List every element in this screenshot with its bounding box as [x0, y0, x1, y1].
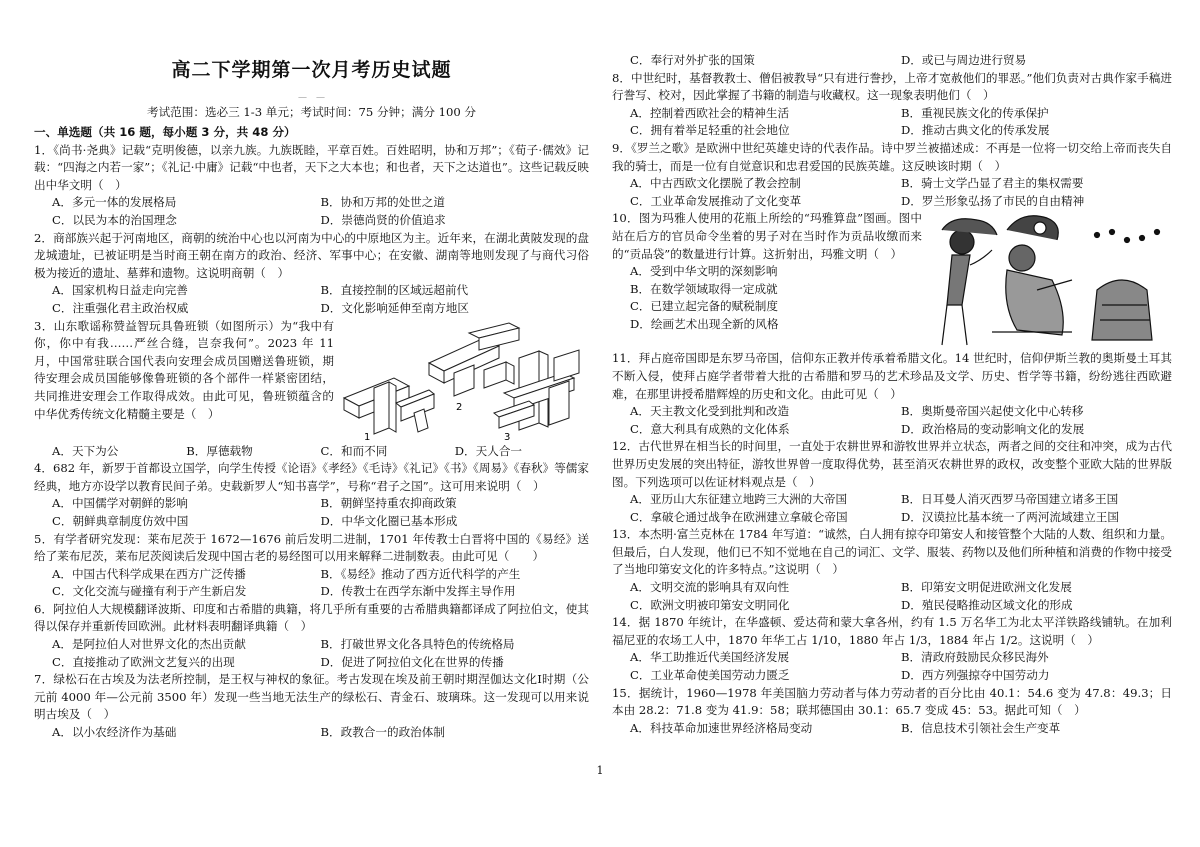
question-15-options: [612, 720, 1172, 738]
option-d[interactable]: D．天人合一: [454, 443, 523, 458]
option-d[interactable]: D．传教士在西学东渐中发挥主导作用: [320, 584, 516, 599]
option-a[interactable]: A．中国儒学对朝鲜的影响: [52, 496, 188, 511]
page-number: 1: [596, 764, 604, 777]
title-decoration: — —: [297, 93, 325, 103]
question-9-stem: 9．《罗兰之歌》是欧洲中世纪英雄史诗的代表作品。诗中罗兰被描述成：不再是一位将一切交给上帝而丧失自我的骑士，而是一位有自觉意识和忠君爱国的民族英雄。这反映该时期（ ）: [612, 140, 1172, 173]
option-b[interactable]: B．日耳曼人消灭西罗马帝国建立诸多王国: [901, 492, 1119, 507]
option-c[interactable]: C．以民为本的治国理念: [52, 212, 177, 227]
question-15-stem: 15．据统计，1960—1978 年美国脑力劳动者与体力劳动者的百分比由 40.1：54.6 变为 47.8：49.3；日本由 28.2：71.8 变为 41.9：58；联邦德国由 30.1：65.7 变成 45：53。据此可知（ ）: [612, 685, 1172, 718]
question-1-stem: 1．《尚书·尧典》记载“克明俊德，以亲九族。九族既睦，平章百姓。百姓昭明，协和万邦”；《荀子·儒效》记载：“四海之内若一家”；《礼记·中庸》记载“中也者，天下之大本也；和也者，天下之达道也”。这些记载反映出中华文明（ ）: [34, 142, 589, 192]
question-11-stem: 11．拜占庭帝国即是东罗马帝国，信仰东正教并传承着希腊文化。14 世纪时，信仰伊斯兰教的奥斯曼土耳其不断入侵，使拜占庭学者带着大批的古希腊和罗马的艺术珍品及文学、历史、哲学等书籍，纷纷逃往西欧避难，在那里讲授希腊辉煌的历史和文化。由此可见（ ）: [612, 351, 1172, 401]
question-10-stem: 10．图为玛雅人使用的花瓶上所绘的“玛雅算盘”图画。图中站在后方的官员命令坐着的男子对在当时作为贡品收缴而来的“贡品袋”的数量进行计算。这折射出，玛雅文明（ ）: [612, 211, 922, 261]
question-11-options: [612, 403, 1172, 438]
exam-title: 高二下学期第一次月考历史试题: [171, 59, 452, 81]
question-3-options: [34, 443, 589, 461]
question-1-options: [34, 194, 589, 229]
option-b[interactable]: B．厚德载物: [186, 443, 253, 458]
option-d[interactable]: D．推动古典文化的传承发展: [901, 123, 1050, 138]
section-heading: 一、单选题（共 16 题，每小题 3 分，共 48 分）: [34, 125, 296, 139]
option-a[interactable]: A．天主教文化受到批判和改造: [630, 404, 790, 419]
option-a[interactable]: A．控制着西欧社会的精神生活: [630, 105, 790, 120]
option-c[interactable]: C．注重强化君主政治权威: [52, 300, 189, 315]
option-d[interactable]: D．促进了阿拉伯文化在世界的传播: [320, 654, 504, 669]
option-c[interactable]: C．欧洲文明被印第安文明同化: [630, 597, 790, 612]
question-5-stem: 5．有学者研究发现：莱布尼茨于 1672—1676 前后发明二进制，1701 年传教士白晋将中国的《易经》送给了莱布尼茨，莱布尼茨阅读后发现中国古老的易经图可以用来解释二进制数表。由此可见（ ）: [34, 531, 589, 564]
option-c[interactable]: C．奉行对外扩张的国策: [630, 53, 755, 67]
question-8-options: [612, 105, 1172, 140]
option-b[interactable]: B．朝鲜坚持重农抑商政策: [320, 496, 457, 511]
question-14-options: [612, 649, 1172, 684]
option-c[interactable]: C．工业革命使美国劳动力匮乏: [630, 668, 790, 683]
question-12-stem: 12．古代世界在相当长的时间里，一直处于农耕世界和游牧世界并立状态，两者之间的交往和冲突，成为古代世界历史发展的突出特征，游牧世界曾一度取得优势，甚至消灭农耕世界的政权，改变整个亚欧大陆的世界版图。下列选项可以佐证材料观点是（ ）: [612, 439, 1172, 489]
question-7-options-cd: [612, 52, 1172, 70]
luban-lock-figure: [334, 318, 589, 443]
question-3-block: [34, 318, 589, 443]
option-d[interactable]: D．崇德尚贤的价值追求: [320, 212, 446, 227]
question-4-options: [34, 495, 589, 530]
option-d[interactable]: D．罗兰形象弘扬了市民的自由精神: [901, 193, 1085, 208]
option-c[interactable]: C．拿破仑通过战争在欧洲建立拿破仑帝国: [630, 509, 848, 524]
option-b[interactable]: B．协和万邦的处世之道: [320, 195, 445, 210]
option-d[interactable]: D．汉谟拉比基本统一了两河流域建立王国: [901, 509, 1119, 524]
option-d[interactable]: D．西方列强掠夺中国劳动力: [901, 668, 1050, 683]
option-a[interactable]: A．华工助推近代美国经济发展: [630, 650, 790, 665]
question-4-stem: 4．682 年，新罗于首都设立国学，向学生传授《论语》《孝经》《毛诗》《礼记》《书》《周易》《春秋》等儒家经典，地方亦设学以教育民间子弟。史载新罗人“知书喜学”，号称“君子之国”。这可用来说明（ ）: [34, 461, 589, 493]
question-10-block: [612, 210, 1172, 350]
question-7-options-ab: [34, 724, 589, 742]
option-b[interactable]: B．印第安文明促进欧洲文化发展: [901, 580, 1072, 595]
option-c[interactable]: C．文化交流与碰撞有利于产生新启发: [52, 584, 247, 599]
option-b[interactable]: B．清政府鼓励民众移民海外: [901, 650, 1049, 665]
question-7-stem: 7．绿松石在古埃及为法老所控制，是王权与神权的象征。考古发现在埃及前王朝时期涅伽达文化Ⅰ时期（公元前 4000 年—公元前 3500 年）发现一些当地无法生产的绿松石、青金石、玻璃珠。这一发现可以用来说明古埃及（ ）: [34, 672, 589, 722]
option-b[interactable]: B．《易经》推动了西方近代科学的产生: [320, 566, 521, 581]
option-a[interactable]: A．以小农经济作为基础: [52, 725, 177, 740]
option-d[interactable]: D．政治格局的变动影响文化的发展: [901, 421, 1085, 436]
question-6-options: [34, 636, 589, 671]
option-a[interactable]: A．中古西欧文化摆脱了教会控制: [630, 176, 801, 191]
figure-label-2: 2: [456, 401, 463, 413]
figure-label-1: 1: [364, 431, 371, 443]
question-6-stem: 6．阿拉伯人大规模翻译波斯、印度和古希腊的典籍，将几乎所有重要的古希腊典籍都译成了阿拉伯文，使其得以保存并重新传回欧洲。此材料表明翻译典籍（ ）: [34, 601, 589, 634]
option-d[interactable]: D．殖民侵略推动区域文化的形成: [901, 597, 1073, 612]
right-column: [612, 52, 1172, 737]
option-d[interactable]: D．或已与周边进行贸易: [901, 53, 1027, 67]
question-2-options: [34, 282, 589, 317]
question-3-stem: 3．山东歌谣称赞益智玩具鲁班锁（如图所示）为“我中有你，你中有我……严丝合缝，岂奈我何”。2023 年 11 月，中国常驻联合国代表向安理会成员国赠送鲁班锁，期待安理会成员国能够像鲁班锁的各个部件一样紧密团结，共同推进安理会工作取得成效。由此可见，鲁班锁蕴含的中华优秀传统文化精髓主要是（ ）: [34, 318, 334, 421]
option-b[interactable]: B．在数学领域取得一定成就: [630, 281, 778, 296]
question-14-stem: 14．据 1870 年统计，在华盛顿、爱达荷和蒙大拿各州，约有 1.5 万名华工为北太平洋铁路线铺轨。在加利福尼亚的农场工人中，1870 年华工占 1/10，1880 年占 1/3，1884 年占 1/2。这说明（ ）: [612, 615, 1172, 647]
option-a[interactable]: A．是阿拉伯人对世界文化的杰出贡献: [52, 637, 246, 652]
question-2-stem: 2．商部族兴起于河南地区，商朝的统治中心也以河南为中心的中原地区为主。近年来，在湖北黄陂发现的盘龙城遗址，已被证明是当时商王朝在南方的政治、经济、军事中心；在安徽、湖南等地则发现了与商代习俗极为接近的遗址、墓葬和遗物。这说明商朝（ ）: [34, 230, 589, 280]
option-a[interactable]: A．受到中华文明的深刻影响: [630, 264, 778, 279]
question-12-options: [612, 491, 1172, 526]
option-c[interactable]: C．朝鲜典章制度仿效中国: [52, 513, 189, 528]
option-c[interactable]: C．拥有着举足轻重的社会地位: [630, 123, 790, 138]
option-d[interactable]: D．文化影响延伸至南方地区: [320, 300, 469, 315]
option-c[interactable]: C．已建立起完备的赋税制度: [630, 299, 778, 314]
exam-info: 考试范围：选必三 1-3 单元；考试时间：75 分钟；满分 100 分: [146, 105, 477, 119]
option-d[interactable]: D．绘画艺术出现全新的风格: [630, 316, 779, 331]
option-c[interactable]: C．意大利具有成熟的文化体系: [630, 421, 790, 436]
option-a[interactable]: A．国家机构日益走向完善: [52, 283, 188, 298]
option-a[interactable]: A．亚历山大东征建立地跨三大洲的大帝国: [630, 492, 848, 507]
figure-label-3: 3: [504, 431, 511, 443]
left-column: [34, 0, 589, 742]
option-b[interactable]: B．骑士文学凸显了君主的集权需要: [901, 176, 1084, 191]
option-c[interactable]: C．直接推动了欧洲文艺复兴的出现: [52, 654, 235, 669]
option-a[interactable]: A．中国古代科学成果在西方广泛传播: [52, 566, 246, 581]
option-b[interactable]: B．打破世界文化各具特色的传统格局: [320, 637, 515, 652]
option-a[interactable]: A．文明交流的影响具有双向性: [630, 580, 790, 595]
option-d[interactable]: D．中华文化圈已基本形成: [320, 513, 458, 528]
option-c[interactable]: C．工业革命发展推动了文化变革: [630, 193, 802, 208]
option-a[interactable]: A．天下为公: [52, 443, 119, 458]
question-13-stem: 13．本杰明·富兰克林在 1784 年写道：“诚然，白人拥有掠夺印第安人和接管整个大陆的人数、组织和力量。但最后，白人发现，他们已不知不觉地在自己的词汇、文学、服装、药物以及他们所种植和消费的作物中接受了当地印第安文化的许多特点。”这说明（ ）: [612, 527, 1172, 577]
maya-vase-painting: [922, 210, 1172, 350]
option-a[interactable]: A．科技革命加速世界经济格局变动: [630, 720, 813, 735]
question-5-options: [34, 566, 589, 601]
question-9-options: [612, 175, 1172, 210]
question-13-options: [612, 579, 1172, 614]
option-b[interactable]: B．信息技术引领社会生产变革: [901, 720, 1061, 735]
question-8-stem: 8．中世纪时，基督教教士、僧侣被教导“只有进行誊抄，上帝才宽赦他们的罪恶。”他们负责对古典作家手稿进行誊写、校对，因此掌握了书籍的制造与收藏权。这一现象表明他们（ ）: [612, 70, 1172, 103]
option-b[interactable]: B．直接控制的区域远超前代: [320, 283, 469, 298]
option-a[interactable]: A．多元一体的发展格局: [52, 195, 177, 210]
option-b[interactable]: B．奥斯曼帝国兴起使文化中心转移: [901, 404, 1084, 419]
option-b[interactable]: B．政教合一的政治体制: [320, 725, 445, 740]
option-c[interactable]: C．和而不同: [320, 443, 388, 458]
option-b[interactable]: B．重视民族文化的传承保护: [901, 105, 1049, 120]
